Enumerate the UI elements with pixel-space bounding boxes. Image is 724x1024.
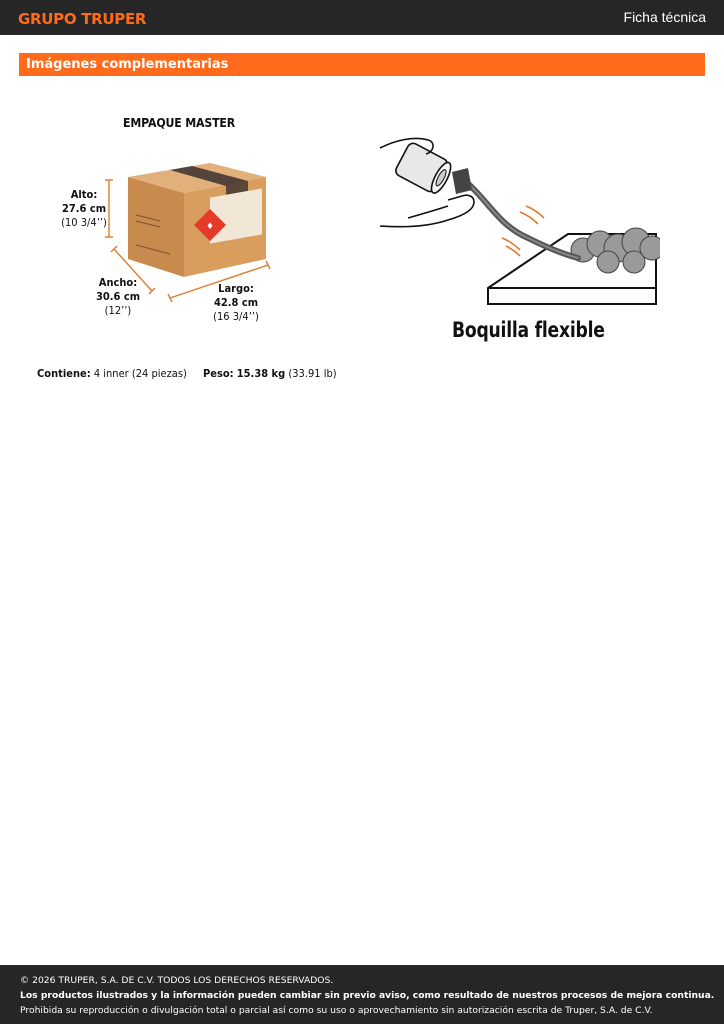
footer	[0, 965, 724, 1024]
dimension-ancho: Ancho: 30.6 cm (12’’)	[95, 276, 141, 317]
disclaimer-text: Los productos ilustrados y la información pueden cambiar sin previo aviso, como resultado de nuestros procesos de mejora continua.	[20, 990, 715, 1001]
dimension-largo: Largo: 42.8 cm (16 3/4’’)	[213, 282, 259, 323]
copyright-text: © 2026 TRUPER, S.A. DE C.V. TODOS LOS DERECHOS RESERVADOS.	[20, 975, 334, 986]
weight-info: Peso: 15.38 kg (33.91 lb)	[203, 367, 337, 380]
master-pack-title: EMPAQUE MASTER	[123, 115, 236, 130]
svg-text:♦: ♦	[205, 222, 215, 232]
section-title: Imágenes complementarias	[26, 57, 229, 72]
dimension-alto: Alto: 27.6 cm (10 3/4’’)	[61, 188, 107, 229]
section-header	[19, 53, 705, 76]
flexible-nozzle-illustration	[378, 130, 660, 310]
header-bar	[0, 0, 724, 35]
feature-title: Boquilla flexible	[452, 318, 605, 342]
contains-info: Contiene: 4 inner (24 piezas)	[37, 367, 187, 380]
truper-logo: GRUPO TRUPER	[18, 10, 147, 28]
rights-text: Prohibida su reproducción o divulgación total o parcial así como su uso o aprovechamiento sin autorización escrita de Truper, S.A. de C.V.	[20, 1005, 653, 1016]
page-title: Ficha técnica	[623, 9, 706, 25]
